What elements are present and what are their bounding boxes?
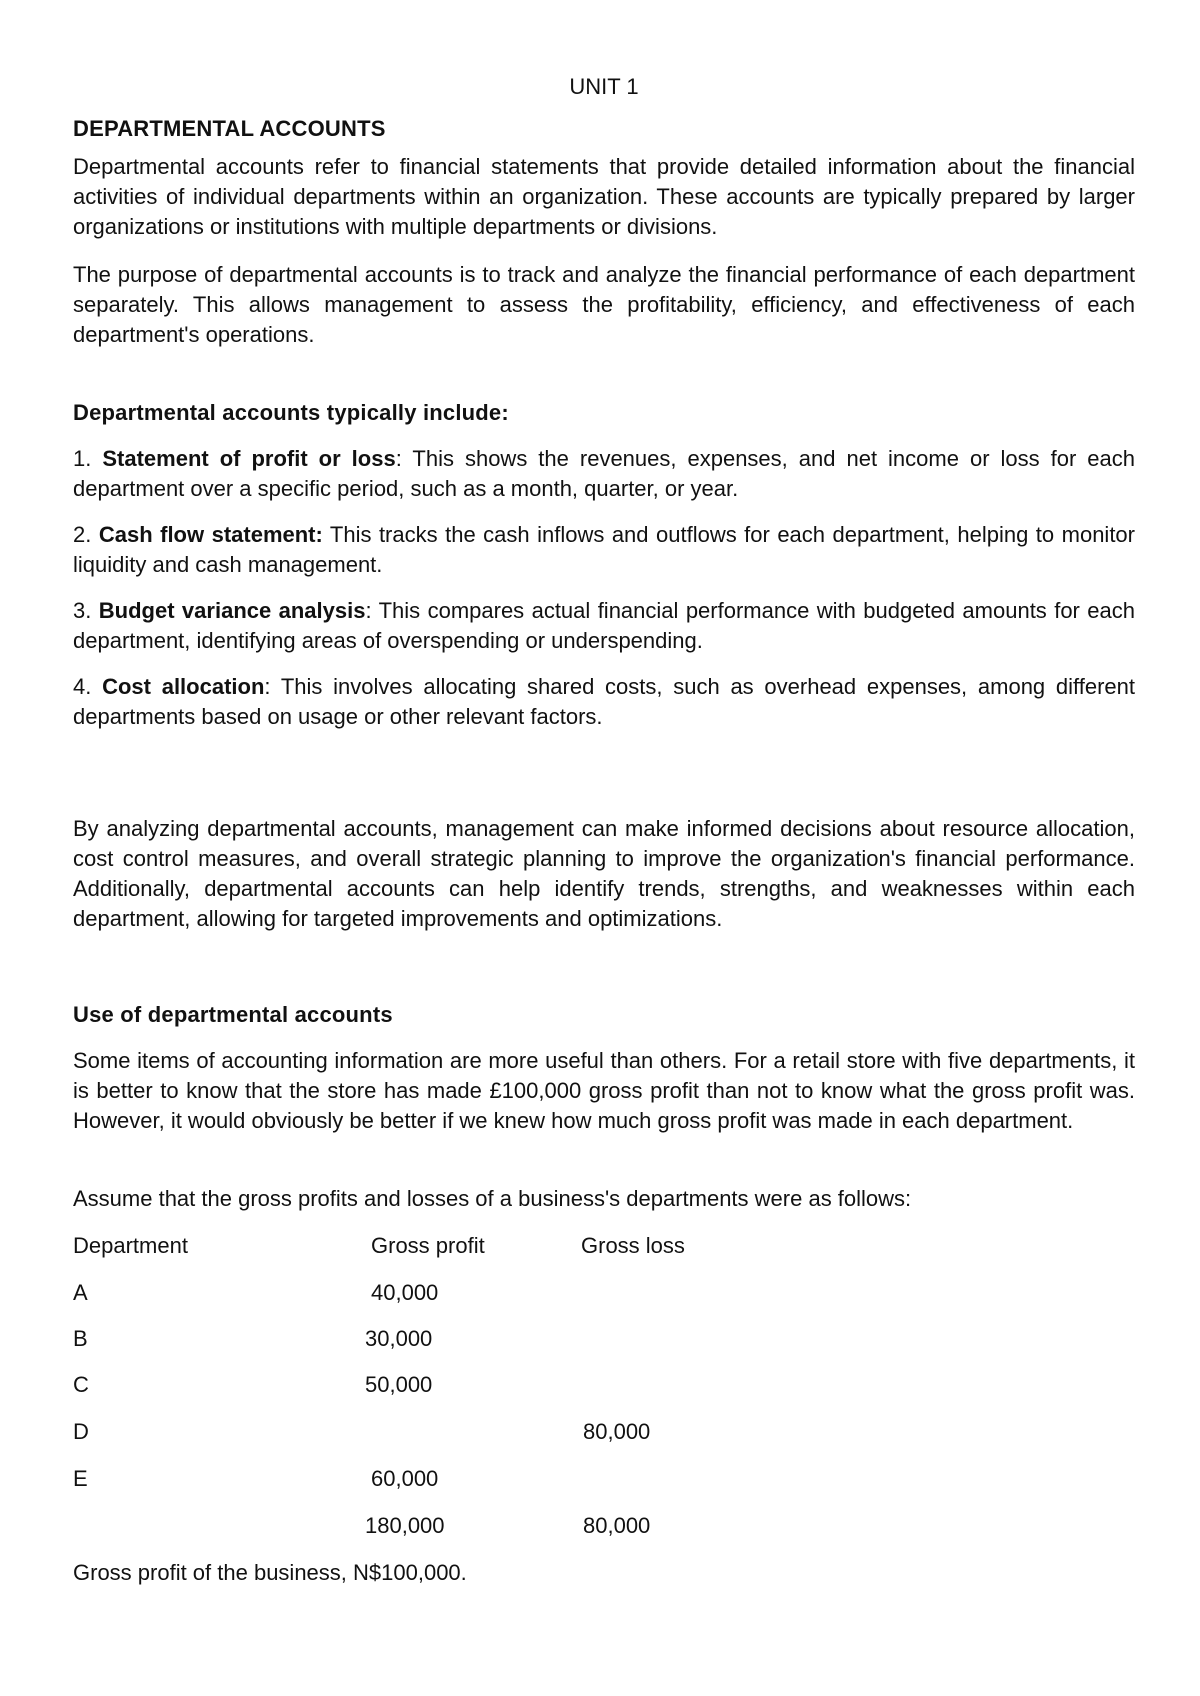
- table-cell-gross-profit: 30,000: [365, 1326, 433, 1351]
- table-cell-gross-profit: 40,000: [371, 1280, 439, 1305]
- table-header-gross-loss: Gross loss: [581, 1233, 685, 1258]
- table-cell-department: E: [73, 1466, 88, 1491]
- include-item-number: 2.: [73, 522, 92, 547]
- table-cell-department: C: [73, 1372, 89, 1397]
- table-cell-department: A: [73, 1280, 88, 1305]
- include-item-term: Budget variance analysis: [98, 598, 366, 623]
- include-item-separator: :: [395, 446, 402, 471]
- include-item-4: [73, 672, 1135, 732]
- include-item-text: This shows the revenues, expenses, and net income or loss for each department over a specific period, such as a month, quarter, or year.: [73, 446, 1135, 501]
- include-item-separator: :: [365, 598, 372, 623]
- table-cell-gross-loss: 80,000: [583, 1419, 651, 1444]
- table-total-gross-profit: 180,000: [365, 1513, 445, 1538]
- include-item-number: 3.: [73, 598, 92, 623]
- include-item-1: [73, 444, 1135, 504]
- include-heading: Departmental accounts typically include:: [73, 400, 509, 425]
- include-item-text: This compares actual financial performance with budgeted amounts for each department, identifying areas of overspending or underspending.: [73, 598, 1135, 653]
- table-row: [73, 1370, 1135, 1400]
- table-row: [73, 1464, 1135, 1494]
- analysis-paragraph: By analyzing departmental accounts, management can make informed decisions about resource allocation, cost control measures, and overall strategic planning to improve the organization's financial performance. Additionally, departmental accounts can help identify trends, strengths, and weaknesses within each department, allowing for targeted improvements and optimizations.: [73, 816, 1135, 931]
- table-header-department: Department: [73, 1233, 188, 1258]
- include-item-term: Cost allocation: [102, 674, 265, 699]
- include-item-number: 4.: [73, 674, 92, 699]
- section-heading: DEPARTMENTAL ACCOUNTS: [73, 116, 386, 141]
- table-header-gross-profit: Gross profit: [371, 1233, 485, 1258]
- include-item-term: Statement of profit or loss: [102, 446, 396, 471]
- include-item-separator: :: [264, 674, 271, 699]
- include-item-2: [73, 520, 1135, 580]
- table-cell-gross-profit: 60,000: [371, 1466, 439, 1491]
- table-row: [73, 1324, 1135, 1354]
- include-item-number: 1.: [73, 446, 92, 471]
- include-item-term: Cash flow statement:: [98, 522, 323, 547]
- table-total-gross-loss: 80,000: [583, 1513, 651, 1538]
- conclusion: Gross profit of the business, N$100,000.: [73, 1560, 467, 1585]
- unit-title: UNIT 1: [569, 74, 639, 99]
- table-header-row: [73, 1231, 1135, 1261]
- table-cell-gross-profit: 50,000: [365, 1372, 433, 1397]
- include-item-text: This tracks the cash inflows and outflows for each department, helping to monitor liquidity and cash management.: [73, 522, 1135, 577]
- use-heading: Use of departmental accounts: [73, 1002, 393, 1027]
- use-paragraph-2: Assume that the gross profits and losses of a business's departments were as follows:: [73, 1186, 912, 1211]
- intro-paragraph-2: The purpose of departmental accounts is to track and analyze the financial performance of each department separately. This allows management to assess the profitability, efficiency, and effectiveness of each department's operations.: [73, 262, 1135, 347]
- intro-paragraph-1: Departmental accounts refer to financial statements that provide detailed information about the financial activities of individual departments within an organization. These accounts are typically prepared by larger organizations or institutions with multiple departments or divisions.: [73, 154, 1135, 239]
- table-totals-row: [73, 1511, 1135, 1541]
- table-cell-department: B: [73, 1326, 88, 1351]
- table-row: [73, 1278, 1135, 1308]
- use-paragraph-1: Some items of accounting information are more useful than others. For a retail store with five departments, it is better to know that the store has made £100,000 gross profit than not to know what the gross profit was. However, it would obviously be better if we knew how much gross profit was made in each department.: [73, 1048, 1135, 1133]
- table-row: [73, 1417, 1135, 1447]
- include-item-text: This involves allocating shared costs, such as overhead expenses, among different departments based on usage or other relevant factors.: [73, 674, 1135, 729]
- table-cell-department: D: [73, 1419, 89, 1444]
- include-item-3: [73, 596, 1135, 656]
